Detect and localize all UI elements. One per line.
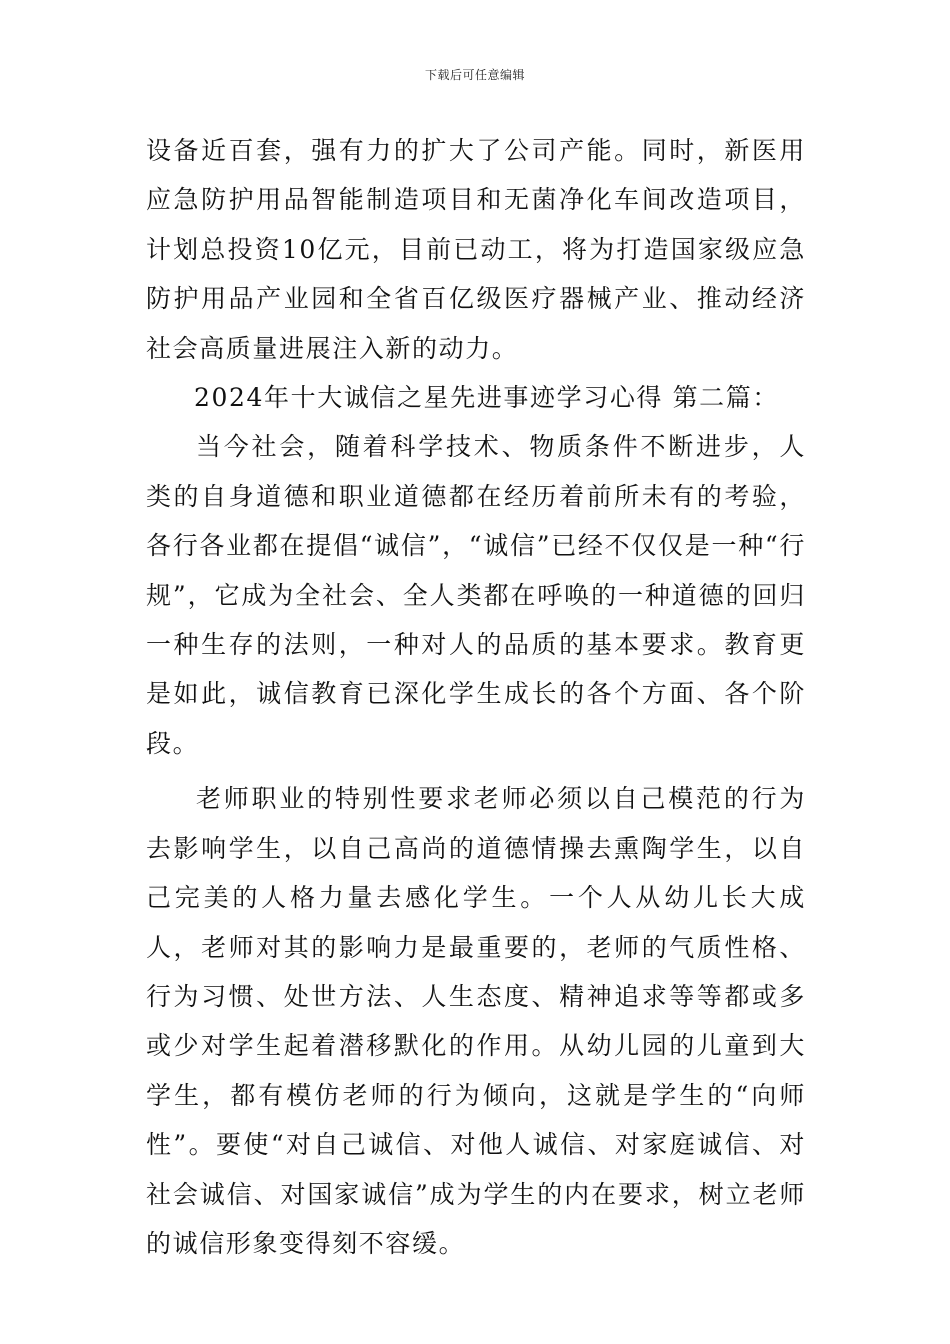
page-header-note: 下载后可任意编辑: [424, 68, 525, 82]
paragraph-1: 当今社会，随着科学技术、物质条件不断进步，人类的自身道德和职业道德都在经历着前所未有的考验，各行各业都在提倡“诚信”，“诚信”已经不仅仅是一种“行规”，它成为全社会、全人类都在呼唤的一种道德的回归一种生存的法则，一种对人的品质的基本要求。教育更是如此，诚信教育已深化学生成长的各个方面、各个阶段。: [146, 432, 806, 758]
document-body: [146, 126, 806, 1268]
paragraph-continuation: 设备近百套，强有力的扩大了公司产能。同时，新医用应急防护用品智能制造项目和无菌净化车间改造项目，计划总投资10亿元，目前已动工，将为打造国家级应急防护用品产业园和全省百亿级医疗器械产业、推动经济社会高质量进展注入新的动力。: [146, 136, 806, 363]
paragraph-2: 老师职业的特别性要求老师必须以自己模范的行为去影响学生，以自己高尚的道德情操去熏陶学生，以自己完美的人格力量去感化学生。一个人从幼儿长大成人，老师对其的影响力是最重要的，老师的气质性格、行为习惯、处世方法、人生态度、精神追求等等都或多或少对学生起着潜移默化的作用。从幼儿园的儿童到大学生，都有模仿老师的行为倾向，这就是学生的“向师性”。要使“对自己诚信、对他人诚信、对家庭诚信、对社会诚信、对国家诚信”成为学生的内在要求，树立老师的诚信形象变得刻不容缓。: [146, 784, 806, 1258]
section-title: 2024年十大诚信之星先进事迹学习心得 第二篇：: [194, 383, 779, 413]
